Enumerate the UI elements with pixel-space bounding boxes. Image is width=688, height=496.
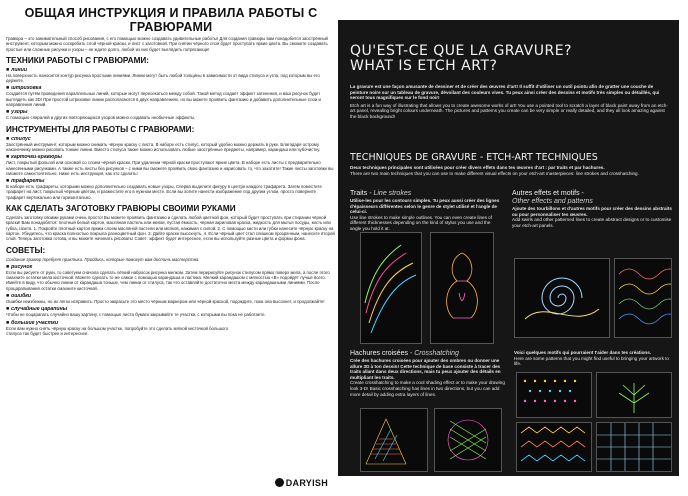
logo-text: DARYISH (285, 478, 328, 488)
list-item-text: С помощью спиралей и других повторяющихся узоров можно создавать необычные эффекты. (6, 115, 196, 121)
traits-subtitle: - Line strokes (369, 190, 412, 197)
traits-title: Traits (350, 190, 368, 197)
list-item-text: Если вы рисуете от руки, то советуем сначала сделать лёгкий набросок рисунка мелком. Затем перерисуйте рисунок стилусом прямо поверх мела, а после этого смахните остатки мела кисточкой. Можете сделать то же самое с помощью карандаша и ластика. Мелкий карандашом с мягкостью «B» подойдёт лучше всего. Имейте в виду, что обычно линии от карандаша тоньше, чем линии от стилуса, так что оставляйте достаточно места между карандашными линиями. После процарапывания остатки смахните кисточкой. (6, 269, 330, 291)
item-title-text: случайные царапины (11, 306, 68, 313)
item-title-text: трафареты (11, 178, 45, 185)
item-title-text: линии (11, 66, 28, 73)
bullet-icon: ■ (6, 306, 10, 313)
techniques-en: There are two main techniques that you can use to make different visual effects on your etch-art masterpieces: line strokes and crosshatching. (350, 170, 639, 176)
techniques-heading: TECHNIQUES DE GRAVURE - ETCH-ART TECHNIQUES (350, 152, 598, 163)
list-item-text: Создаётся путём проведения параллельных линий, которые могут пересекаться между собой. Такой метод создаёт эффект затенения, и ваш рисунок будет выглядеть как 3D! При простой штриховке линии располагаются в двух направлениях, но вы можете проявить фантазию и добавить дополнительные слои и направления линий. (6, 91, 321, 108)
pattern-sample-grid (596, 422, 672, 472)
bullet-icon: ■ (6, 293, 10, 300)
line-stroke-sample-2 (430, 232, 494, 344)
item-title-text: штриховка (11, 85, 42, 92)
section-tips-heading: СОВЕТЫ: (6, 245, 46, 255)
hachures-fr: Crée des hachures croisées pour ajouter des ombres ou donner une allure 3D à ton dessin! Cette technique de base consiste à tracer des traits allant dans deux directions, mais tu peux ajouter des détails en multipliant les traits. (350, 358, 501, 380)
traits-en: Use line strokes to make simple outlines. You can even create lines of different thicknesses depending on the kind of stylus you use and the angle you hold it at. (350, 214, 492, 231)
crosshatch-sample-1 (360, 408, 428, 472)
item-title-text: стилус (11, 135, 31, 142)
hachures-title: Hachures croisées (350, 350, 408, 357)
voici-en: Here are some patterns that you might find useful to bringing your artwork to life. (514, 355, 669, 367)
intro-en: Etch art is a fun way of illustrating that allows you to create awesome works of art! You use a pointed tool to scratch a layer of black paint away from an etch-art panel, revealing bright colours underneath. The pictures and patterns you create can be very simple or really detailed, and they all look amazing against the black background! (350, 102, 668, 119)
section-diy-heading: КАК СДЕЛАТЬ ЗАГОТОВКУ ГРАВЮРЫ СВОИМИ РУКАМИ (6, 204, 236, 214)
logo-icon (275, 478, 284, 487)
pattern-sample-tree (596, 372, 672, 418)
item-title-text: большие участки (11, 319, 59, 326)
tools-list (6, 136, 336, 200)
line-stroke-sample-1 (360, 232, 422, 344)
autres-subtitle-text: Other effects and patterns (512, 198, 593, 205)
intro-text: Гравюра – это занимательный способ рисования, с его помощью можно создавать удивительные работы! Для создания гравюры вам понадобится заострённый инструмент, которым можно соскребать слой чёрной краски, и лист с заготовкой. При снятии чёрного слоя будет проступать яркие цвета. Вы сможете создавать простые или сложные рисунки и узоры – не ждите долго, любой из них будет выглядеть потрясающе! (6, 36, 328, 52)
section-techniques-heading: ТЕХНИКИ РАБОТЫ С ГРАВЮРАМИ: (6, 55, 149, 65)
bullet-icon: ■ (6, 154, 10, 161)
pattern-sample-waves (614, 258, 672, 338)
autres-fr: Ajoute des tourbillons et d'autres motifs pour créer des dessins abstraits ou pour personnaliser tes œuvres. (512, 206, 672, 217)
autres-subtitle (512, 198, 672, 206)
brand-logo (275, 478, 328, 488)
list-item-text: Ошибки неизбежны, но их легко исправить. Просто закрасьте это место чёрным маркером или чёрной краской, подождите, пока она высохнет, и продолжайте! (6, 299, 325, 305)
item-title-text: карточки-гравюры (11, 154, 62, 161)
section-tools-heading: ИНСТРУМЕНТЫ ДЛЯ РАБОТЫ С ГРАВЮРАМИ: (6, 124, 195, 134)
autres-en: Add swirls and other patterned lines to create abstract designs or to customise your etch-art panels. (512, 217, 672, 228)
item-title-text: ошибки (11, 293, 32, 300)
panel-title-en: WHAT IS ETCH ART? (350, 58, 498, 74)
list-item-text: Чтобы не поцарапать случайно вашу картину, с помощью листа бумаги закрывайте те участки, с которыми вы пока не работаете. (6, 312, 266, 318)
traits-fr: Utilise-les pour les contours simples. Tu peux aussi créer des lignes d'épaisseurs différentes selon le genre de stylet utilisé et l'angle de celui-ci. (350, 198, 500, 215)
tips-intro: Создание гравюр требует практики. Пройдись, которые помогут вам достичь мастерства: (6, 256, 200, 262)
list-item-text: Лист, покрытый фольгой или основой со слоем чёрной краски. При удалении чёрной краски проступают яркие цвета. В наборе есть листы с предварительно нанесёнными рисунками. А также есть листы без рисунков – с ними вы сможете проявить свою фантазию и нарисовать то, что захотите! Такие листы заготовки вы сможете самостоятельно. Ниже есть инструкция, как это сделать! (6, 160, 334, 176)
panel-title-fr: QU'EST-CE QUE LA GRAVURE? (350, 43, 572, 59)
bullet-icon: ■ (6, 85, 10, 92)
list-item-text: Заострённый инструмент, которым можно снимать чёрную краску с листа. В наборе есть стилус, который удобно можно держать в руке. Благодаря острому наконечнику можно рисовать тонкие линии. Вместо стилуса также можно использовать любые заострённые предметы, например, карандаш или зубочистку. (6, 141, 321, 152)
techniques-list (6, 67, 336, 121)
hachures-en: Create crosshatching to make a cool shading effect or to make your drawing look 3-D! Basic crosshatching has lines in two directions, but you can add more detail by adding extra layers of lines. (350, 380, 505, 397)
list-item-text: Если вам нужно снять чёрную краску на большом участке, попробуйте это сделать мягкой кисточкой большого стилуса так будет быстрее и интереснее. (6, 325, 229, 336)
voici-fr: Voici quelques motifs qui pourraient t'aider dans tes créations. (514, 350, 652, 355)
traits-heading (350, 190, 500, 198)
diy-text: Сделать заготовку своими руками очень просто! Вы можете проявить фантазию и сделать любой цветной фон, который будет проступать при стирании чёрной краски! Вам понадобятся: плотный белый картон, масляная пастель или мелки, пустая ёмкость, чёрная акриловая краска, жидкость для мытья посуды, кисть или губка, газета. 1. Покройте плотный картон ярким слоем масляной пастели или мелков, нажимая с силой. 2. С помощью кисти или губки нанесите чёрную краску на картон. Убедитесь, что краска полностью покрыла разноцветный фон. 3. Дайте краске высохнуть. 4. Если чёрный цвет стал слишком прозрачным, нанесите второй слой. Теперь заготовка готова, и вы можете начинать рисовать! Совет: эффект будет интереснее, если вы используйте разные цвета и формы фона. (6, 215, 335, 242)
etch-art-panel (338, 20, 679, 476)
page-title: ОБЩАЯ ИНСТРУКЦИЯ И ПРАВИЛА РАБОТЫ С ГРАВЮРАМИ (24, 6, 318, 34)
bullet-icon: ■ (6, 135, 10, 142)
hachures-heading (350, 350, 508, 358)
item-title-text: узоры (11, 109, 28, 116)
crosshatch-sample-2 (434, 408, 502, 472)
pattern-sample-dots (516, 372, 592, 418)
techniques-fr: Deux techniques principales sont utilisées pour créer divers effets dans tes œuvres d'art : par traits et par hachures. (350, 165, 605, 170)
tips-list (6, 264, 336, 336)
bullet-icon: ■ (6, 263, 10, 270)
autres-heading: Autres effets et motifs - (512, 190, 584, 197)
item-title-text: рисунок (11, 263, 33, 270)
russian-instructions (6, 4, 336, 492)
bullet-icon: ■ (6, 66, 10, 73)
pattern-sample-swirls (514, 258, 610, 338)
list-item-text: На поверхность наносится контур рисунка простыми линиями. Линии могут быть любой толщины в зависимости от вида стилуса и угла, под которым вы его держите. (6, 72, 320, 84)
list-item-text: В наборе есть трафареты, которыми можно дополнительно создавать новые узоры. Сперва выделите фигуру в центре каждого трафарета. Затем поместите трафарет на лист, покрытый чёрным цветом, и разместите его в нужном месте. Если вы хотите нанести изображение под другим углом, просто поверните трафарет вертикально или горизонтально. (6, 184, 322, 200)
pattern-sample-zigzag (516, 422, 592, 472)
bullet-icon: ■ (6, 109, 10, 116)
intro-fr: La gravure est une façon amusante de dessiner et de créer des œuvres d'art! Il suffit d'utiliser un outil pointu afin de gratter une couche de peinture noire sur un tableau de gravure, dévoilant des couleurs vives. Tu peux ainsi créer des dessins et motifs très simples ou détaillés, qui seront tous magnifiques sur le fond noir! (350, 84, 660, 101)
bullet-icon: ■ (6, 319, 10, 326)
hachures-subtitle: - Crosshatching (409, 350, 459, 357)
bullet-icon: ■ (6, 178, 10, 185)
